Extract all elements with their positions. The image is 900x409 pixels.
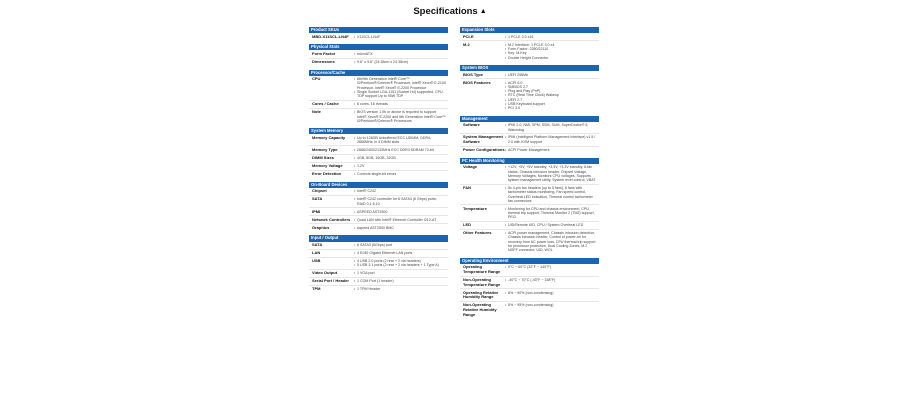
spec-value-item: • Key: M-Key — [505, 51, 597, 55]
spec-row — [309, 134, 448, 146]
spec-value — [505, 278, 599, 287]
spec-value-item: • microATX — [354, 52, 446, 56]
spec-value — [354, 136, 448, 145]
spec-row — [460, 79, 599, 112]
spec-row — [309, 286, 448, 293]
spec-value — [354, 226, 448, 231]
section-heading: Expansion Slots — [460, 27, 599, 33]
chevron-up-icon[interactable]: ▲ — [479, 8, 487, 15]
spec-section-input-output — [309, 235, 448, 293]
spec-section-product-skus — [309, 27, 448, 40]
spec-value-item: • 6 SATA3 (6Gbps) port — [354, 243, 446, 247]
spec-value — [505, 135, 599, 144]
spec-row — [460, 302, 599, 318]
spec-label: Memory Voltage — [312, 163, 343, 169]
spec-label: IPMI — [312, 208, 321, 214]
spec-value — [354, 102, 448, 107]
spec-row — [460, 33, 599, 41]
spec-label: Software — [463, 122, 480, 128]
spec-label: PCI-E — [463, 33, 474, 39]
spec-label: Chipset — [312, 188, 327, 194]
spec-value-item: • Form Factor: 2280/22110 — [505, 47, 597, 51]
spec-value-item: • 1 VGA port — [354, 271, 446, 275]
spec-value-item: • 1 COM Port (1 header) — [354, 279, 446, 283]
section-heading: Product SKUs — [309, 27, 448, 33]
spec-value — [505, 207, 599, 220]
spec-section-management — [460, 116, 599, 154]
spec-value — [354, 35, 448, 40]
spec-column-right — [460, 27, 599, 322]
spec-row — [309, 196, 448, 208]
spec-row — [309, 163, 448, 171]
spec-label: TPM — [312, 286, 321, 292]
section-heading: System BIOS — [460, 65, 599, 71]
spec-row — [309, 50, 448, 58]
spec-label: Voltage — [463, 164, 478, 170]
spec-row — [460, 185, 599, 206]
spec-value — [354, 77, 448, 98]
spec-label: SATA — [312, 241, 323, 247]
section-heading: System Memory — [309, 128, 448, 134]
spec-label: Power Configurations — [463, 147, 505, 153]
spec-value — [505, 73, 599, 78]
spec-value-item: • Plug and Play (PnP) — [505, 89, 597, 93]
spec-value-item: • RTC (Real Time Clock) Wakeup — [505, 93, 597, 97]
spec-value-item: • ASPEED AST2500 — [354, 210, 446, 214]
spec-row — [460, 71, 599, 79]
section-heading: Operating Environment — [460, 258, 599, 264]
spec-row — [309, 224, 448, 231]
spec-value-item: • 8th/9th Generation Intel® Core™ i3/Pentium®/Celeron® Processor, Intel® Xeon® E-2100 Processor, Intel® Xeon® E-2200 Processor — [354, 77, 446, 90]
spec-value-item: • USB Keyboard support — [505, 102, 597, 106]
spec-value — [505, 186, 599, 203]
spec-value-item: • 4 USB 2.0 ports (2 rear + 2 via headers) — [354, 259, 446, 263]
spec-value-item: • M.2 Interface: 1 PCI-E 3.0 x4 — [505, 43, 597, 47]
spec-row — [309, 146, 448, 154]
spec-label: Non-Operating Relative Humidity Range — [463, 302, 497, 317]
spec-value-item: • X11SCL-LN4F — [354, 35, 446, 39]
spec-label: Graphics — [312, 224, 330, 230]
spec-value — [354, 60, 448, 65]
spec-row — [309, 109, 448, 124]
spec-section-system-bios — [460, 65, 599, 112]
spec-row — [460, 230, 599, 254]
spec-value-item: • 4GB, 8GB, 16GB, 32GB — [354, 156, 446, 160]
spec-section-on-board-devices — [309, 182, 448, 232]
spec-label: Network Controllers — [312, 216, 351, 222]
spec-value-item: • Monitoring for CPU and chassis environment, CPU thermal trip support, Thermal Monitor 2 (TM2) support, PECI — [505, 207, 597, 220]
spec-value — [354, 243, 448, 248]
spec-section-pc-health-monitoring — [460, 158, 599, 254]
spec-section-operating-environment — [460, 258, 599, 318]
spec-row — [460, 277, 599, 290]
spec-row — [309, 171, 448, 178]
section-heading: Processor/Cache — [309, 70, 448, 76]
spec-value — [505, 291, 599, 300]
spec-label: CPU — [312, 76, 321, 82]
spec-value-item: • 5 USB 3.1 ports (2 rear + 2 via headers + 1 Type A) — [354, 263, 446, 267]
spec-value-item: • Intel® C242 — [354, 189, 446, 193]
spec-row — [460, 147, 599, 154]
spec-value — [354, 197, 448, 206]
spec-value — [354, 271, 448, 276]
spec-value — [354, 110, 448, 123]
spec-label: MBD-X11SCL-LN4F — [312, 33, 349, 39]
spec-value — [505, 148, 599, 153]
spec-row — [309, 216, 448, 224]
spec-value — [354, 172, 448, 177]
spec-value — [505, 35, 599, 40]
section-heading: On-Board Devices — [309, 182, 448, 188]
spec-label: Memory Capacity — [312, 134, 346, 140]
spec-label: BIOS Features — [463, 79, 491, 85]
spec-label: Serial Port / Header — [312, 278, 349, 284]
spec-column-left — [309, 27, 448, 297]
spec-row — [460, 264, 599, 277]
page-title-text: Specifications — [413, 6, 478, 17]
spec-value — [354, 287, 448, 292]
spec-value-item: • Single Socket LGA-1151 (Socket H4) supported, CPU TDP support Up to 95W TDP — [354, 90, 446, 99]
spec-value-item: • 9.6" x 9.6" (24.38cm x 24.38cm) — [354, 60, 446, 64]
spec-label: System Management Software — [463, 134, 503, 145]
spec-value — [354, 251, 448, 256]
spec-value — [354, 164, 448, 169]
page-title[interactable] — [0, 6, 900, 17]
spec-value-item: • 4 RJ45 Gigabit Ethernet LAN ports — [354, 251, 446, 255]
spec-row — [460, 41, 599, 61]
spec-section-system-memory — [309, 128, 448, 178]
section-heading: Input / Output — [309, 235, 448, 241]
spec-value — [354, 148, 448, 153]
spec-value-item: • Quad LAN with Intel® Ethernet Controller I210-AT — [354, 218, 446, 222]
spec-label: LAN — [312, 250, 321, 256]
spec-label: USB — [312, 258, 321, 264]
spec-row — [309, 33, 448, 40]
spec-value-item: • -40°C ~ 70°C (-40°F ~ 158°F) — [505, 278, 597, 282]
spec-value — [354, 189, 448, 194]
spec-section-processor-cache — [309, 70, 448, 125]
spec-row — [309, 270, 448, 278]
spec-label: DIMM Sizes — [312, 154, 335, 160]
spec-value-item: • 6 cores, 16 threads — [354, 102, 446, 106]
spec-row — [309, 250, 448, 258]
spec-section-physical-stats — [309, 44, 448, 65]
spec-label: Other Features — [463, 230, 492, 236]
section-heading: PC Health Monitoring — [460, 158, 599, 164]
spec-value-item: • 2666/2400/2133MHz ECC DDR4 SDRAM 72-bit — [354, 148, 446, 152]
spec-row — [460, 222, 599, 230]
spec-row — [460, 164, 599, 185]
spec-value-item: • UID/Remote UID, CPU / System Overheat LED — [505, 223, 597, 227]
spec-value-item: • 5x 4-pin fan headers (up to 5 fans), 6 fans with tachometer status monitoring, Fan speed control, Overheat LED indication, Thermal control tachometer fan connectors — [505, 186, 597, 203]
spec-value-item: • 1.2V — [354, 164, 446, 168]
spec-value-item: • IPMI (Intelligent Platform Management Interface) v1.5 / 2.0 with KVM support — [505, 135, 597, 144]
spec-label: Memory Type — [312, 146, 338, 152]
spec-row — [309, 278, 448, 286]
spec-value-item: • Aspeed AST2500 BMC — [354, 226, 446, 230]
spec-row — [309, 59, 448, 66]
spec-value — [354, 52, 448, 57]
spec-value-item: • Intel® C242 controller for 6 SATA3 (6 Gbps) ports; RAID 0,1,5,10 — [354, 197, 446, 206]
spec-row — [460, 289, 599, 302]
spec-label: SATA — [312, 196, 323, 202]
spec-label: Cores / Cache — [312, 101, 339, 107]
spec-value-item: • SMBIOS 2.7 — [505, 85, 597, 89]
spec-value — [505, 81, 599, 111]
spec-label: LED — [463, 222, 471, 228]
spec-value-item: • UEFI 256Mb — [505, 73, 597, 77]
section-heading: Management — [460, 116, 599, 122]
spec-row — [309, 208, 448, 216]
spec-row — [309, 155, 448, 163]
spec-label: M.2 — [463, 41, 470, 47]
spec-row — [460, 205, 599, 221]
spec-row — [309, 76, 448, 101]
spec-value-item: • ACPI power management, Chassis intrusion detection, Chassis intrusion header, Control of power-on for recovery from AC power loss, CPU thermal trip support for processor protection, Dual Cooling Zones, M.2 NGFF connector, UID, WOL — [505, 231, 597, 252]
spec-value — [354, 156, 448, 161]
spec-value-item: • 1 TPM Header — [354, 287, 446, 291]
spec-value — [505, 303, 599, 317]
spec-row — [309, 101, 448, 109]
spec-value-item: • IPMI 2.0, NMI, SPM, SSM, SUM, SuperDoctor® 5, Watchdog — [505, 123, 597, 132]
spec-label: Form Factor — [312, 50, 336, 56]
spec-value-item: • Double Height Connector — [505, 56, 597, 60]
spec-value — [505, 223, 599, 228]
spec-label: Note — [312, 109, 321, 115]
spec-label: FAN — [463, 185, 471, 191]
spec-value — [354, 259, 448, 268]
spec-value-item: • PCI 3.0 — [505, 106, 597, 110]
spec-label: Operating Temperature Range — [463, 264, 501, 274]
spec-label: Temperature — [463, 205, 487, 211]
spec-label: BIOS Type — [463, 71, 483, 77]
spec-value-item: • Up to 128GB Unbuffered ECC UDIMM, DDR4-2666MHz; in 4 DIMM slots — [354, 136, 446, 145]
spec-value-item: • 5% ~ 95% (non-condensing) — [505, 303, 597, 307]
section-heading: Physical Stats — [309, 44, 448, 50]
spec-label: Operating Relative Humidity Range — [463, 289, 499, 300]
spec-value — [505, 231, 599, 252]
spec-value-item: • BIOS version 1.0b or above is required to support Intel® Xeon® E-2200 and 9th Generation Intel® Core™ i3/Pentium®/Celeron® Processors — [354, 110, 446, 123]
spec-section-expansion-slots — [460, 27, 599, 61]
spec-label: Video Output — [312, 270, 338, 276]
spec-value — [354, 218, 448, 223]
spec-value — [505, 123, 599, 132]
spec-label: Dimensions — [312, 58, 335, 64]
spec-value — [354, 279, 448, 284]
spec-value-item: • UEFI 2.7 — [505, 98, 597, 102]
spec-value — [505, 265, 599, 274]
spec-row — [460, 134, 599, 147]
spec-row — [309, 258, 448, 270]
spec-row — [460, 122, 599, 134]
spec-value — [505, 43, 599, 60]
spec-row — [309, 242, 448, 250]
spec-label: Non-Operating Temperature Range — [463, 276, 501, 287]
spec-value-item: • 0°C ~ 60°C (32°F ~ 140°F) — [505, 265, 597, 269]
spec-value-item: • ACPI Power Management — [505, 148, 597, 152]
spec-value-item: • 1 PCI-E 3.0 x16 — [505, 35, 597, 39]
spec-label: Error Detection — [312, 171, 342, 177]
spec-value — [505, 165, 599, 182]
spec-value-item: • 8% ~ 90% (non-condensing) — [505, 291, 597, 295]
spec-value — [354, 210, 448, 215]
spec-value-item: • ACPI 6.0 — [505, 81, 597, 85]
spec-row — [309, 188, 448, 196]
spec-value-item: • +12V, +5V, +5V standby, +3.3V, +3.3V standby, 6-fan status, Chassis intrusion header, Chipset Voltage, Memory Voltages, Monitors CPU voltages, Supports system management utility, System level control, VBAT — [505, 165, 597, 182]
spec-value-item: • Corrects single-bit errors — [354, 172, 446, 176]
